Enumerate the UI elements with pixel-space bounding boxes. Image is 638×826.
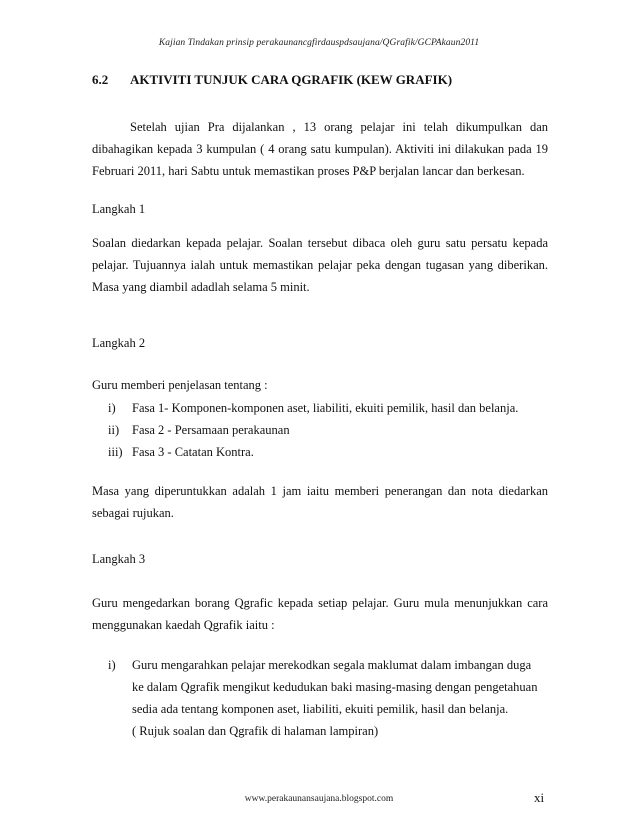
list-item: iii) Fasa 3 - Catatan Kontra. [108, 445, 254, 459]
section-title: AKTIVITI TUNJUK CARA QGRAFIK (KEW GRAFIK) [130, 72, 453, 87]
list-item: ii) Fasa 2 - Persamaan perakaunan [108, 423, 290, 437]
step3-heading: Langkah 3 [92, 552, 146, 566]
list-item: i) Fasa 1- Komponen-komponen aset, liabiliti, ekuiti pemilik, hasil dan belanja. [108, 401, 519, 415]
step1-paragraph: Soalan diedarkan kepada pelajar. Soalan tersebut dibaca oleh guru satu persatu kepada pelajar. Tujuannya ialah untuk memastikan pelajar peka dengan tugasan yang diberikan. Masa yang diambil adadlah selama 5 minit. [92, 236, 548, 294]
step1-heading: Langkah 1 [92, 202, 146, 216]
list-marker: i) [108, 658, 116, 672]
intro-paragraph: Setelah ujian Pra dijalankan , 13 orang pelajar ini telah dikumpulkan dan dibahagikan kepada 3 kumpulan ( 4 orang satu kumpulan). Aktiviti ini dilakukan pada 19 Februari 2011, hari Sabtu untuk memastikan proses P&P berjalan lancar dan berkesan. [92, 120, 548, 178]
step3-paragraph: Guru mengedarkan borang Qgrafic kepada setiap pelajar. Guru mula menunjukkan cara menggunakan kaedah Qgrafik iaitu : [92, 596, 548, 632]
step2-closing: Masa yang diperuntukkan adalah 1 jam iaitu memberi penerangan dan nota diedarkan sebagai rujukan. [92, 484, 548, 520]
step2-lead: Guru memberi penjelasan tentang : [92, 378, 268, 392]
page-number: xi [534, 790, 545, 805]
list-item: Guru mengarahkan pelajar merekodkan segala maklumat dalam imbangan duga ke dalam Qgrafik mengikut kedudukan baki masing-masing dengan pengetahuan sedia ada tentang komponen aset, liabiliti, ekuiti pemilik, hasil dan belanja. ( Rujuk soalan dan Qgrafik di halaman lampiran) [132, 658, 538, 738]
section-heading [92, 72, 548, 88]
running-header: Kajian Tindakan prinsip perakaunancgfirdauspdsaujana/QGrafik/GCPAkaun2011 [158, 38, 480, 48]
footer-url: www.perakaunansaujana.blogspot.com [244, 794, 394, 804]
step3-list [108, 654, 548, 744]
step2-heading: Langkah 2 [92, 336, 146, 350]
section-number: 6.2 [92, 72, 109, 87]
step2-list [108, 397, 548, 463]
